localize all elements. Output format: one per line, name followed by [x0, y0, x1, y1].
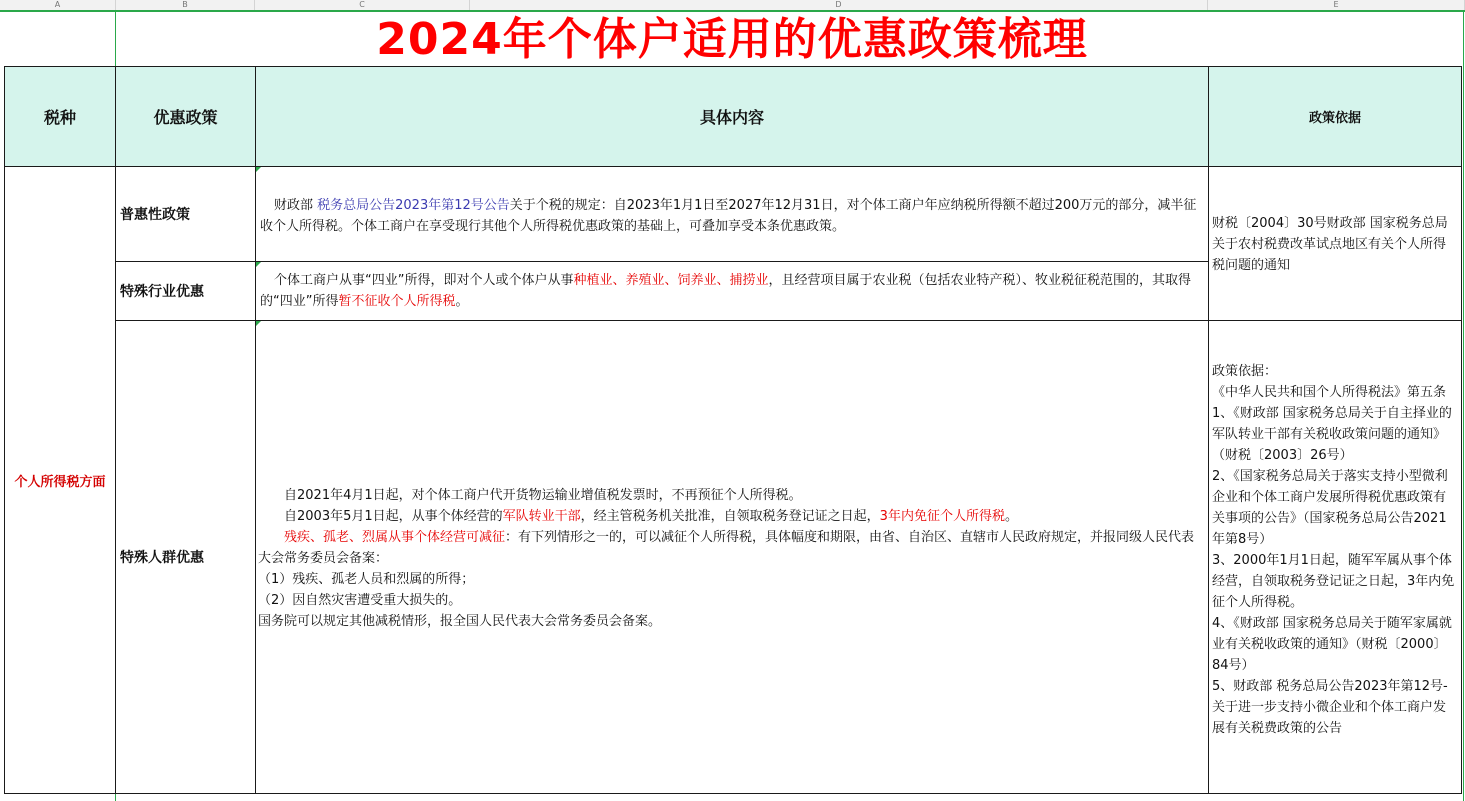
basis-line: 2、《国家税务总局关于落实支持小型微利企业和个体工商户发展所得税优惠政策有关事项的公告》（国家税务总局公告2021年第8号）: [1212, 469, 1448, 547]
column-c-header[interactable]: C: [255, 0, 470, 10]
tax-type-cell[interactable]: 个人所得税方面: [4, 166, 116, 794]
people-highlight: 军队转业干部: [502, 509, 581, 524]
basis-line: 3、2000年1月1日起，随军军属从事个体经营，自领取税务登记证之日起，3年内免征个人所得税。: [1212, 553, 1455, 610]
industry-text-1: 个体工商户从事“四业”所得，即对个人或个体户从事: [274, 273, 574, 288]
column-d-header[interactable]: D: [470, 0, 1208, 10]
general-text-1: 财政部: [274, 198, 318, 213]
header-content[interactable]: 具体内容: [255, 66, 1209, 167]
people-paragraph-5: （2）因自然灾害遭受重大损失的。: [258, 593, 462, 608]
header-policy[interactable]: 优惠政策: [115, 66, 256, 167]
people-paragraph-1: 自2021年4月1日起，对个体工商户代开货物运输业增值税发票时，不再预征个人所得税。: [284, 488, 802, 503]
people-paragraph-2: [258, 506, 1204, 527]
industry-text-2: ，且经营项目属于农业税（包括农业特产税）、牧业税征税范围的，其取得的“四业”所得: [260, 273, 1192, 309]
sheet-title[interactable]: 2024年个体户适用的优惠政策梳理: [376, 14, 1088, 65]
column-e-header[interactable]: E: [1208, 0, 1465, 10]
basis-line: 《中华人民共和国个人所得税法》第五条: [1212, 385, 1447, 400]
people-highlight: 残疾、孤老、烈属从事个体经营可减征: [284, 530, 506, 545]
people-text: ，经主管税务机关批准，自领取税务登记证之日起，: [580, 509, 880, 524]
people-highlight: 3年内免征个人所得税: [879, 509, 1005, 524]
industry-highlight-1: 种植业、养殖业、饲养业、捕捞业: [573, 273, 769, 288]
comment-marker: [256, 262, 261, 267]
policy-people-content[interactable]: [255, 320, 1209, 794]
gridline: [1463, 10, 1464, 801]
basis-bottom-cell[interactable]: [1208, 320, 1462, 794]
people-text: ：有下列情形之一的，可以减征个人所得税，具体幅度和期限，由省、自治区、直辖市人民政府规定，并报同级人民代表大会常务委员会备案：: [258, 530, 1195, 566]
general-announcement-ref: 税务总局公告2023年第12号公告: [317, 198, 510, 213]
basis-line: 政策依据：: [1212, 364, 1278, 379]
industry-highlight-2: 暂不征收个人所得税: [338, 294, 456, 309]
people-paragraph-6: 国务院可以规定其他减税情形，报全国人民代表大会常务委员会备案。: [258, 614, 662, 629]
comment-marker: [256, 167, 261, 172]
people-paragraph-3: [258, 527, 1204, 569]
policy-general-content[interactable]: [255, 166, 1209, 262]
header-basis[interactable]: 政策依据: [1208, 66, 1462, 167]
column-b-header[interactable]: B: [116, 0, 255, 10]
policy-general-label[interactable]: 普惠性政策: [115, 166, 256, 262]
basis-line: 4、《财政部 国家税务总局关于随军家属就业有关税收政策的通知》（财税〔2000〕84号）: [1212, 616, 1452, 673]
people-paragraph-4: （1）残疾、孤老人员和烈属的所得；: [258, 572, 475, 587]
policy-people-label[interactable]: 特殊人群优惠: [115, 320, 256, 794]
policy-industry-label[interactable]: 特殊行业优惠: [115, 261, 256, 321]
industry-text-3: 。: [455, 294, 469, 309]
basis-line: 1、《财政部 国家税务总局关于自主择业的军队转业干部有关税收政策问题的通知》（财税〔2003〕26号）: [1212, 406, 1452, 463]
comment-marker: [256, 321, 261, 326]
policy-industry-content[interactable]: [255, 261, 1209, 321]
basis-line: 5、财政部 税务总局公告2023年第12号-关于进一步支持小微企业和个体工商户发展有关税费政策的公告: [1212, 679, 1448, 736]
people-text: 。: [1004, 509, 1018, 524]
header-tax-type[interactable]: 税种: [4, 66, 116, 167]
general-text-2: 关于个税的规定：自2023年1月1日至2027年12月31日，对个体工商户年应纳税所得额不超过200万元的部分，减半征收个人所得税。个体工商户在享受现行其他个人所得税优惠政策的基础上，可叠加享受本条优惠政策。: [260, 198, 1197, 234]
column-a-header[interactable]: A: [0, 0, 116, 10]
people-text: 自2003年5月1日起，从事个体经营的: [284, 509, 503, 524]
basis-top-cell[interactable]: 财税〔2004〕30号财政部 国家税务总局关于农村税费改革试点地区有关个人所得税问题的通知: [1208, 166, 1462, 321]
